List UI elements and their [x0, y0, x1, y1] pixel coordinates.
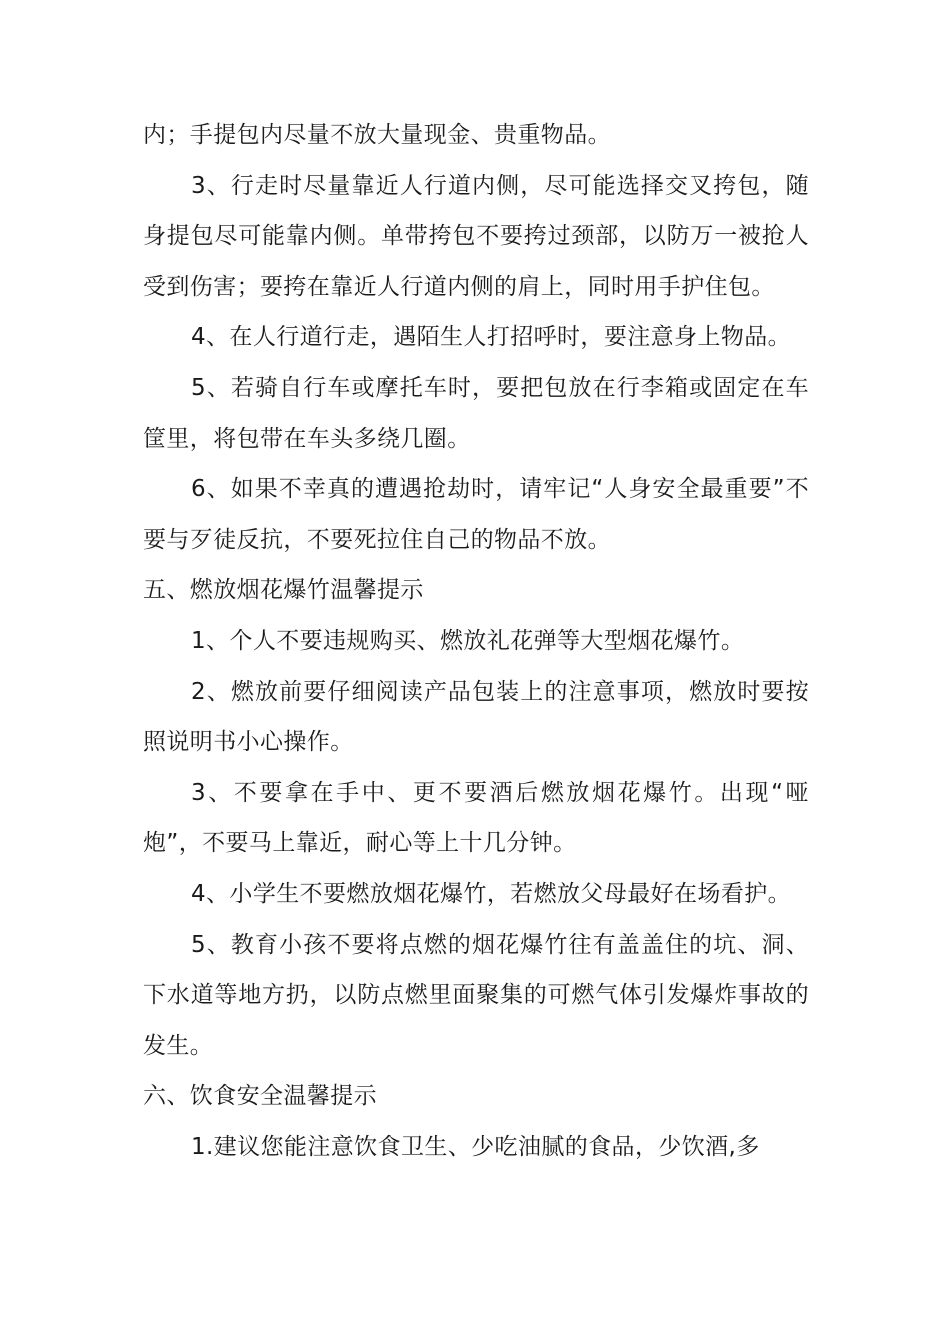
paragraph-item-3: 3、行走时尽量靠近人行道内侧，尽可能选择交叉挎包，随身提包尽可能靠内侧。单带挎包不要挎过颈部，以防万一被抢人受到伤害；要挎在靠近人行道内侧的肩上，同时用手护住包。 [143, 172, 809, 300]
section-heading-food-safety: 六、饮食安全温馨提示 [143, 1083, 377, 1110]
fireworks-item-2: 2、燃放前要仔细阅读产品包装上的注意事项，燃放时要按照说明书小心操作。 [143, 678, 809, 756]
paragraph-item-4: 4、在人行道行走，遇陌生人打招呼时，要注意身上物品。 [191, 324, 792, 351]
fireworks-item-1: 1、个人不要违规购买、燃放礼花弹等大型烟花爆竹。 [191, 627, 745, 654]
paragraph-item-5: 5、若骑自行车或摩托车时，要把包放在行李箱或固定在车筐里，将包带在车头多绕几圈。 [143, 374, 809, 452]
section-heading-fireworks: 五、燃放烟花爆竹温馨提示 [143, 577, 424, 604]
paragraph-item-6: 6、如果不幸真的遭遇抢劫时，请牢记“人身安全最重要”不要与歹徒反抗，不要死拉住自己的物品不放。 [143, 476, 809, 553]
food-safety-item-1: 1.建议您能注意饮食卫生、少吃油腻的食品，少饮酒,多 [191, 1133, 760, 1160]
document-body [143, 110, 809, 1172]
paragraph-continuation: 内；手提包内尽量不放大量现金、贵重物品。 [143, 122, 611, 148]
fireworks-item-5: 5、教育小孩不要将点燃的烟花爆竹往有盖盖住的坑、洞、下水道等地方扔，以防点燃里面聚集的可燃气体引发爆炸事故的发生。 [143, 931, 809, 1059]
fireworks-item-4: 4、小学生不要燃放烟花爆竹，若燃放父母最好在场看护。 [191, 880, 792, 907]
fireworks-item-3: 3、不要拿在手中、更不要酒后燃放烟花爆竹。出现“哑炮”，不要马上靠近，耐心等上十几分钟。 [143, 779, 809, 857]
